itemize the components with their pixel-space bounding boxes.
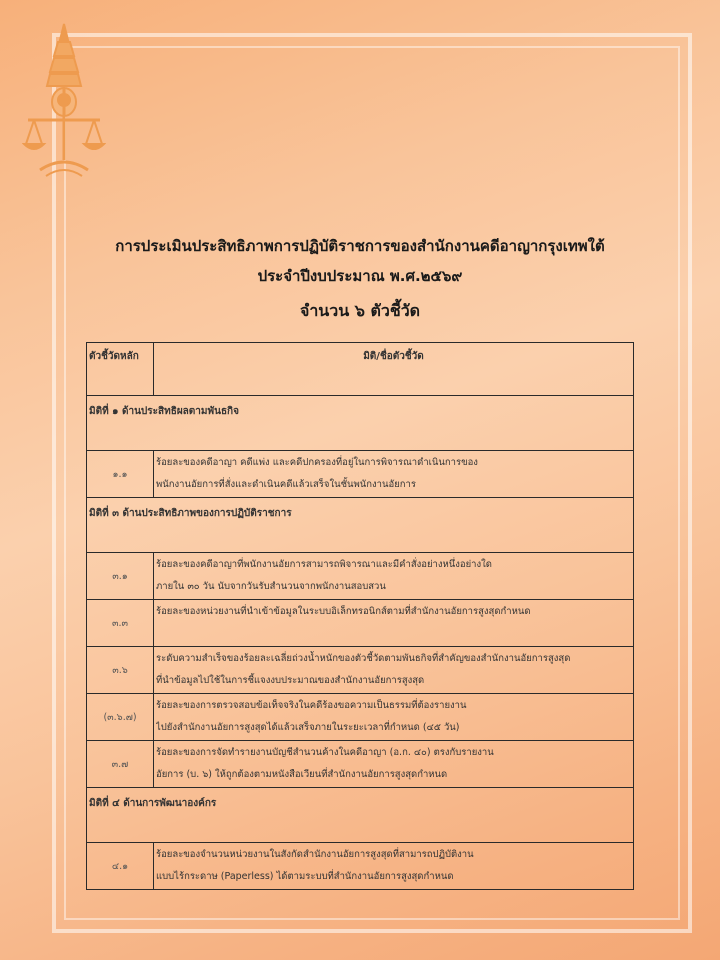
indicator-description bbox=[154, 843, 634, 890]
description-line: ร้อยละของจำนวนหน่วยงานในสังกัดสำนักงานอัยการสูงสุดที่สามารถปฏิบัติงาน bbox=[156, 849, 474, 860]
table-row bbox=[87, 553, 634, 600]
dimension-label: มิติที่ ๓ ด้านประสิทธิภาพของการปฏิบัติราชการ bbox=[87, 498, 634, 553]
description-line: ร้อยละของคดีอาญา คดีแพ่ง และคดีปกครองที่อยู่ในการพิจารณาดำเนินการของ bbox=[156, 457, 478, 468]
indicator-description bbox=[154, 553, 634, 600]
document-title: การประเมินประสิทธิภาพการปฏิบัติราชการของสำนักงานคดีอาญากรุงเทพใต้ bbox=[115, 237, 605, 255]
dimension-row bbox=[87, 396, 634, 451]
description-line: อัยการ (บ. ๖) ให้ถูกต้องตามหนังสือเวียนที่สำนักงานอัยการสูงสุดกำหนด bbox=[156, 769, 448, 780]
indicator-description bbox=[154, 647, 634, 694]
indicator-number: ๔.๑ bbox=[87, 843, 154, 890]
indicator-description bbox=[154, 451, 634, 498]
table-row bbox=[87, 694, 634, 741]
indicator-number: ๓.๓ bbox=[87, 600, 154, 647]
fiscal-year-subtitle: ประจำปีงบประมาณ พ.ศ.๒๕๖๙ bbox=[257, 267, 463, 285]
description-line: ภายใน ๓๐ วัน นับจากวันรับสำนวนจากพนักงานสอบสวน bbox=[156, 581, 386, 592]
header-dimension: มิติ/ชื่อตัวชี้วัด bbox=[154, 343, 634, 396]
description-line: ระดับความสำเร็จของร้อยละเฉลี่ยถ่วงน้ำหนักของตัวชี้วัดตามพันธกิจที่สำคัญของสำนักงานอัยการสูงสุด bbox=[156, 653, 571, 664]
indicator-description bbox=[154, 600, 634, 647]
description-line: ร้อยละของคดีอาญาที่พนักงานอัยการสามารถพิจารณาและมีคำสั่งอย่างหนึ่งอย่างใด bbox=[156, 559, 492, 570]
table-row bbox=[87, 451, 634, 498]
indicator-description bbox=[154, 694, 634, 741]
header-indicator: ตัวชี้วัดหลัก bbox=[87, 343, 154, 396]
indicator-description bbox=[154, 741, 634, 788]
description-line: ที่นำข้อมูลไปใช้ในการชี้แจงงบประมาณของสำนักงานอัยการสูงสุด bbox=[156, 675, 425, 686]
dimension-label: มิติที่ ๑ ด้านประสิทธิผลตามพันธกิจ bbox=[87, 396, 634, 451]
table-row bbox=[87, 647, 634, 694]
description-line: พนักงานอัยการที่สั่งและดำเนินคดีแล้วเสร็จในชั้นพนักงานอัยการ bbox=[156, 479, 416, 490]
dimension-row bbox=[87, 788, 634, 843]
dimension-label: มิติที่ ๔ ด้านการพัฒนาองค์กร bbox=[87, 788, 634, 843]
dimension-row bbox=[87, 498, 634, 553]
description-line: ร้อยละของการจัดทำรายงานบัญชีสำนวนค้างในคดีอาญา (อ.ก. ๔๐) ตรงกับรายงาน bbox=[156, 747, 494, 758]
description-line: ไปยังสำนักงานอัยการสูงสุดได้แล้วเสร็จภายในระยะเวลาที่กำหนด (๔๕ วัน) bbox=[156, 722, 460, 733]
description-line bbox=[156, 623, 631, 645]
indicator-count: จำนวน ๖ ตัวชี้วัด bbox=[299, 301, 421, 320]
description-line: ร้อยละของหน่วยงานที่นำเข้าข้อมูลในระบบอิเล็กทรอนิกส์ตามที่สำนักงานอัยการสูงสุดกำหนด bbox=[156, 606, 531, 617]
indicator-number: ๓.๑ bbox=[87, 553, 154, 600]
table-header-row bbox=[87, 343, 634, 396]
scales-of-justice-emblem-icon bbox=[22, 20, 106, 180]
indicator-number: ๑.๑ bbox=[87, 451, 154, 498]
indicator-number: (๓.๖.๗) bbox=[87, 694, 154, 741]
description-line: ร้อยละของการตรวจสอบข้อเท็จจริงในคดีร้องขอความเป็นธรรมที่ต้องรายงาน bbox=[156, 700, 467, 711]
table-row bbox=[87, 741, 634, 788]
indicator-number: ๓.๖ bbox=[87, 647, 154, 694]
table-row bbox=[87, 600, 634, 647]
table-row bbox=[87, 843, 634, 890]
indicator-number: ๓.๗ bbox=[87, 741, 154, 788]
indicator-table bbox=[86, 342, 634, 890]
description-line: แบบไร้กระดาษ (Paperless) ได้ตามระบบที่สำนักงานอัยการสูงสุดกำหนด bbox=[156, 871, 454, 882]
